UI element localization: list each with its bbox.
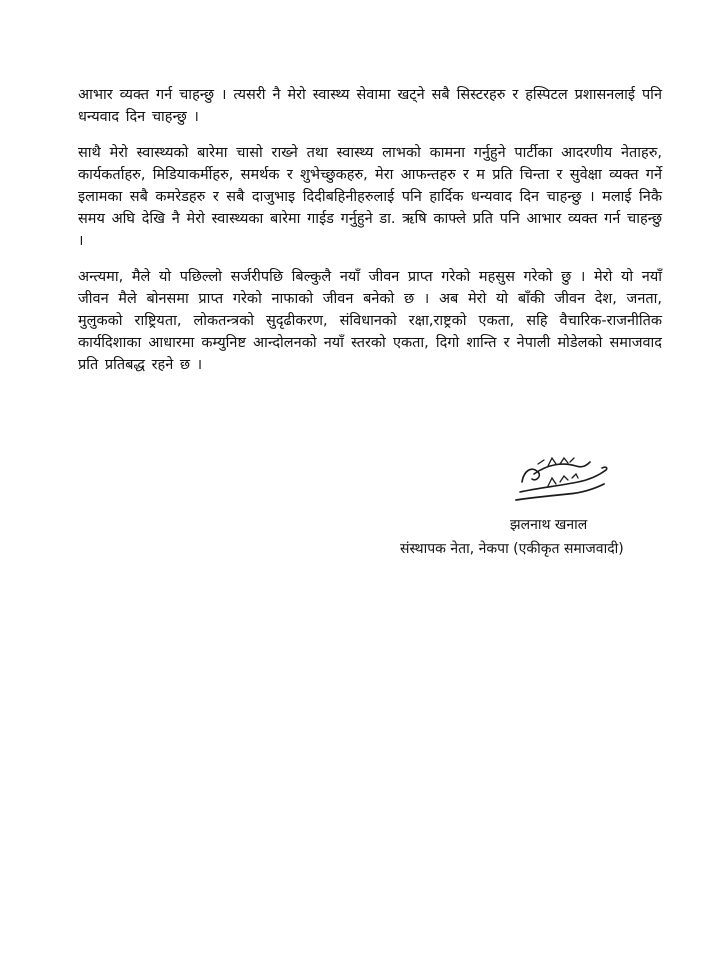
letter-paragraph-2: साथै मेरो स्वास्थ्यको बारेमा चासो राख्ने तथा स्वास्थ्य लाभको कामना गर्नुहुने पार्टीका आदरणीय नेताहरु, कार्यकर्ताहरु, मिडियाकर्मीहरु, समर्थक र शुभेच्छुकहरु, मेरा आफन्तहरु र म प्रति चिन्ता र सुवेक्षा व्यक्त गर्ने इलामका सबै कमरेडहरु र सबै दाजुभाइ दिदीबहिनीहरुलाई पनि हार्दिक धन्यवाद दिन चाहन्छु । मलाई निकै समय अघि देखि नै मेरो स्वास्थ्यका बारेमा गाईड गर्नुहुने डा. ऋषि काफ्ले प्रति पनि आभार व्यक्त गर्न चाहन्छु ।	[78, 145, 662, 249]
signature-scribble	[508, 452, 618, 508]
letter-paragraph-1: आभार व्यक्त गर्न चाहन्छु । त्यसरी नै मेरो स्वास्थ्य सेवामा खट्ने सबै सिस्टरहरु र हस्पिटल प्रशासनलाई पनि धन्यवाद दिन चाहन्छु ।	[78, 87, 662, 125]
signer-name: झलनाथ खनाल	[510, 517, 588, 533]
letter-paragraph-3: अन्त्यमा, मैले यो पछिल्लो सर्जरीपछि बिल्कुलै नयाँ जीवन प्राप्त गरेको महसुस गरेको छु । मेरो यो नयाँ जीवन मैले बोनसमा प्राप्त गरेको नाफाको जीवन बनेको छ । अब मेरो यो बाँकी जीवन देश, जनता, मुलुकको राष्ट्रियता, लोकतन्त्रको सुदृढीकरण, संविधानको रक्षा,राष्ट्रको एकता, सहि वैचारिक-राजनीतिक कार्यदिशाका आधारमा कम्युनिष्ट आन्दोलनको नयाँ स्तरको एकता, दिगो शान्ति र नेपाली मोडेलको समाजवाद प्रति प्रतिबद्ध रहने छ ।	[78, 269, 662, 373]
handwritten-signature	[508, 452, 618, 508]
letter-body	[78, 84, 662, 390]
signature-block	[400, 452, 690, 572]
signer-title: संस्थापक नेता, नेकपा (एकीकृत समाजवादी)	[400, 541, 624, 557]
